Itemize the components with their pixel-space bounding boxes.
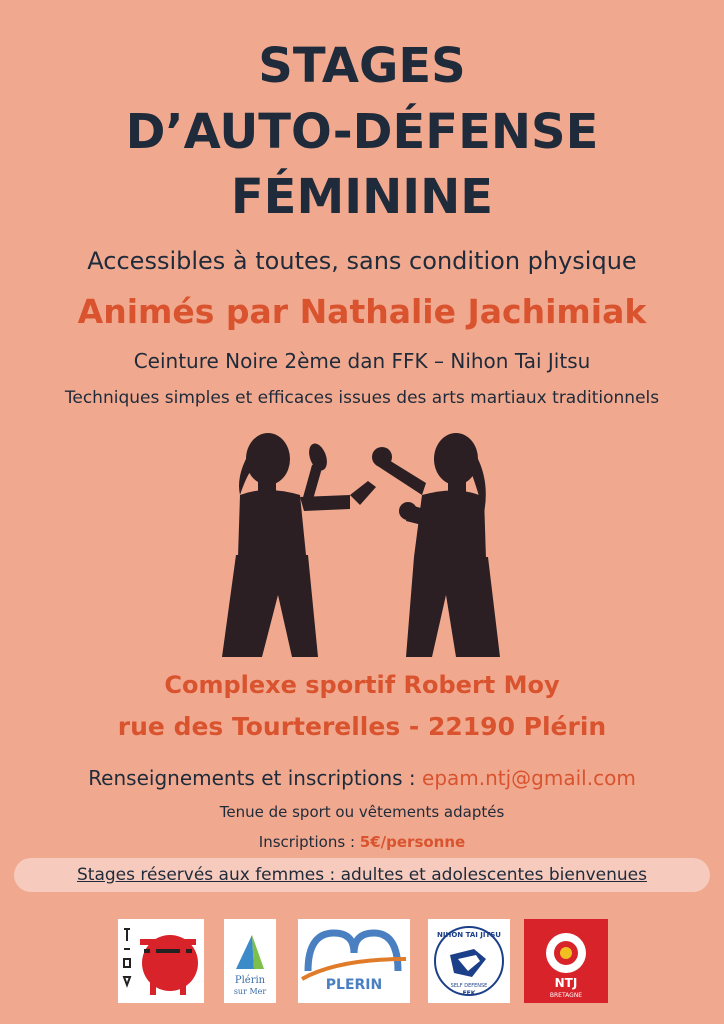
title-line-2: D’AUTO-DÉFENSE	[125, 104, 599, 160]
techniques-line: Techniques simples et efficaces issues des arts martiaux traditionnels	[64, 388, 660, 408]
epam-logo	[118, 919, 204, 1003]
ntj-logo-bottom1: SELF DEFENSE	[450, 983, 488, 989]
venue-address: rue des Tourterelles - 22190 Plérin	[117, 712, 607, 741]
contact-line	[0, 766, 724, 790]
oms-logo-text: PLERIN	[325, 977, 383, 993]
fee-label: Inscriptions :	[258, 833, 360, 851]
instructor-line: Animés par Nathalie Jachimiak	[77, 292, 647, 331]
ntj-bretagne-logo	[524, 919, 608, 1003]
contact-email-link[interactable]: epam.ntj@gmail.com	[422, 766, 636, 790]
nihon-tai-jitsu-logo	[428, 919, 510, 1003]
women-only-notice: Stages réservés aux femmes : adultes et adolescentes bienvenues	[14, 858, 710, 892]
self-defense-illustration	[200, 425, 524, 663]
ntjb-logo-sub: BRETAGNE	[549, 992, 583, 999]
ntj-logo-bottom2: FFK	[462, 990, 476, 997]
contact-label: Renseignements et inscriptions :	[88, 766, 423, 790]
oms-plerin-logo	[298, 919, 410, 1003]
plerin-logo	[224, 919, 276, 1003]
subtitle: Accessibles à toutes, sans condition physique	[87, 247, 637, 275]
belt-line: Ceinture Noire 2ème dan FFK – Nihon Tai Jitsu	[133, 349, 591, 373]
plerin-logo-name: Plérin	[234, 975, 266, 986]
title-line-1: STAGES	[258, 38, 466, 94]
plerin-logo-sub: sur Mer	[233, 987, 267, 996]
venue-name: Complexe sportif Robert Moy	[164, 671, 560, 699]
ntj-logo-top: NIHON TAI JITSU	[437, 931, 501, 939]
dress-code: Tenue de sport ou vêtements adaptés	[219, 803, 505, 821]
fee-price: 5€/personne	[359, 833, 466, 851]
title-line-3: FÉMININE	[230, 169, 494, 225]
ntjb-logo-text: NTJ	[554, 976, 578, 990]
fee-line	[0, 833, 724, 851]
